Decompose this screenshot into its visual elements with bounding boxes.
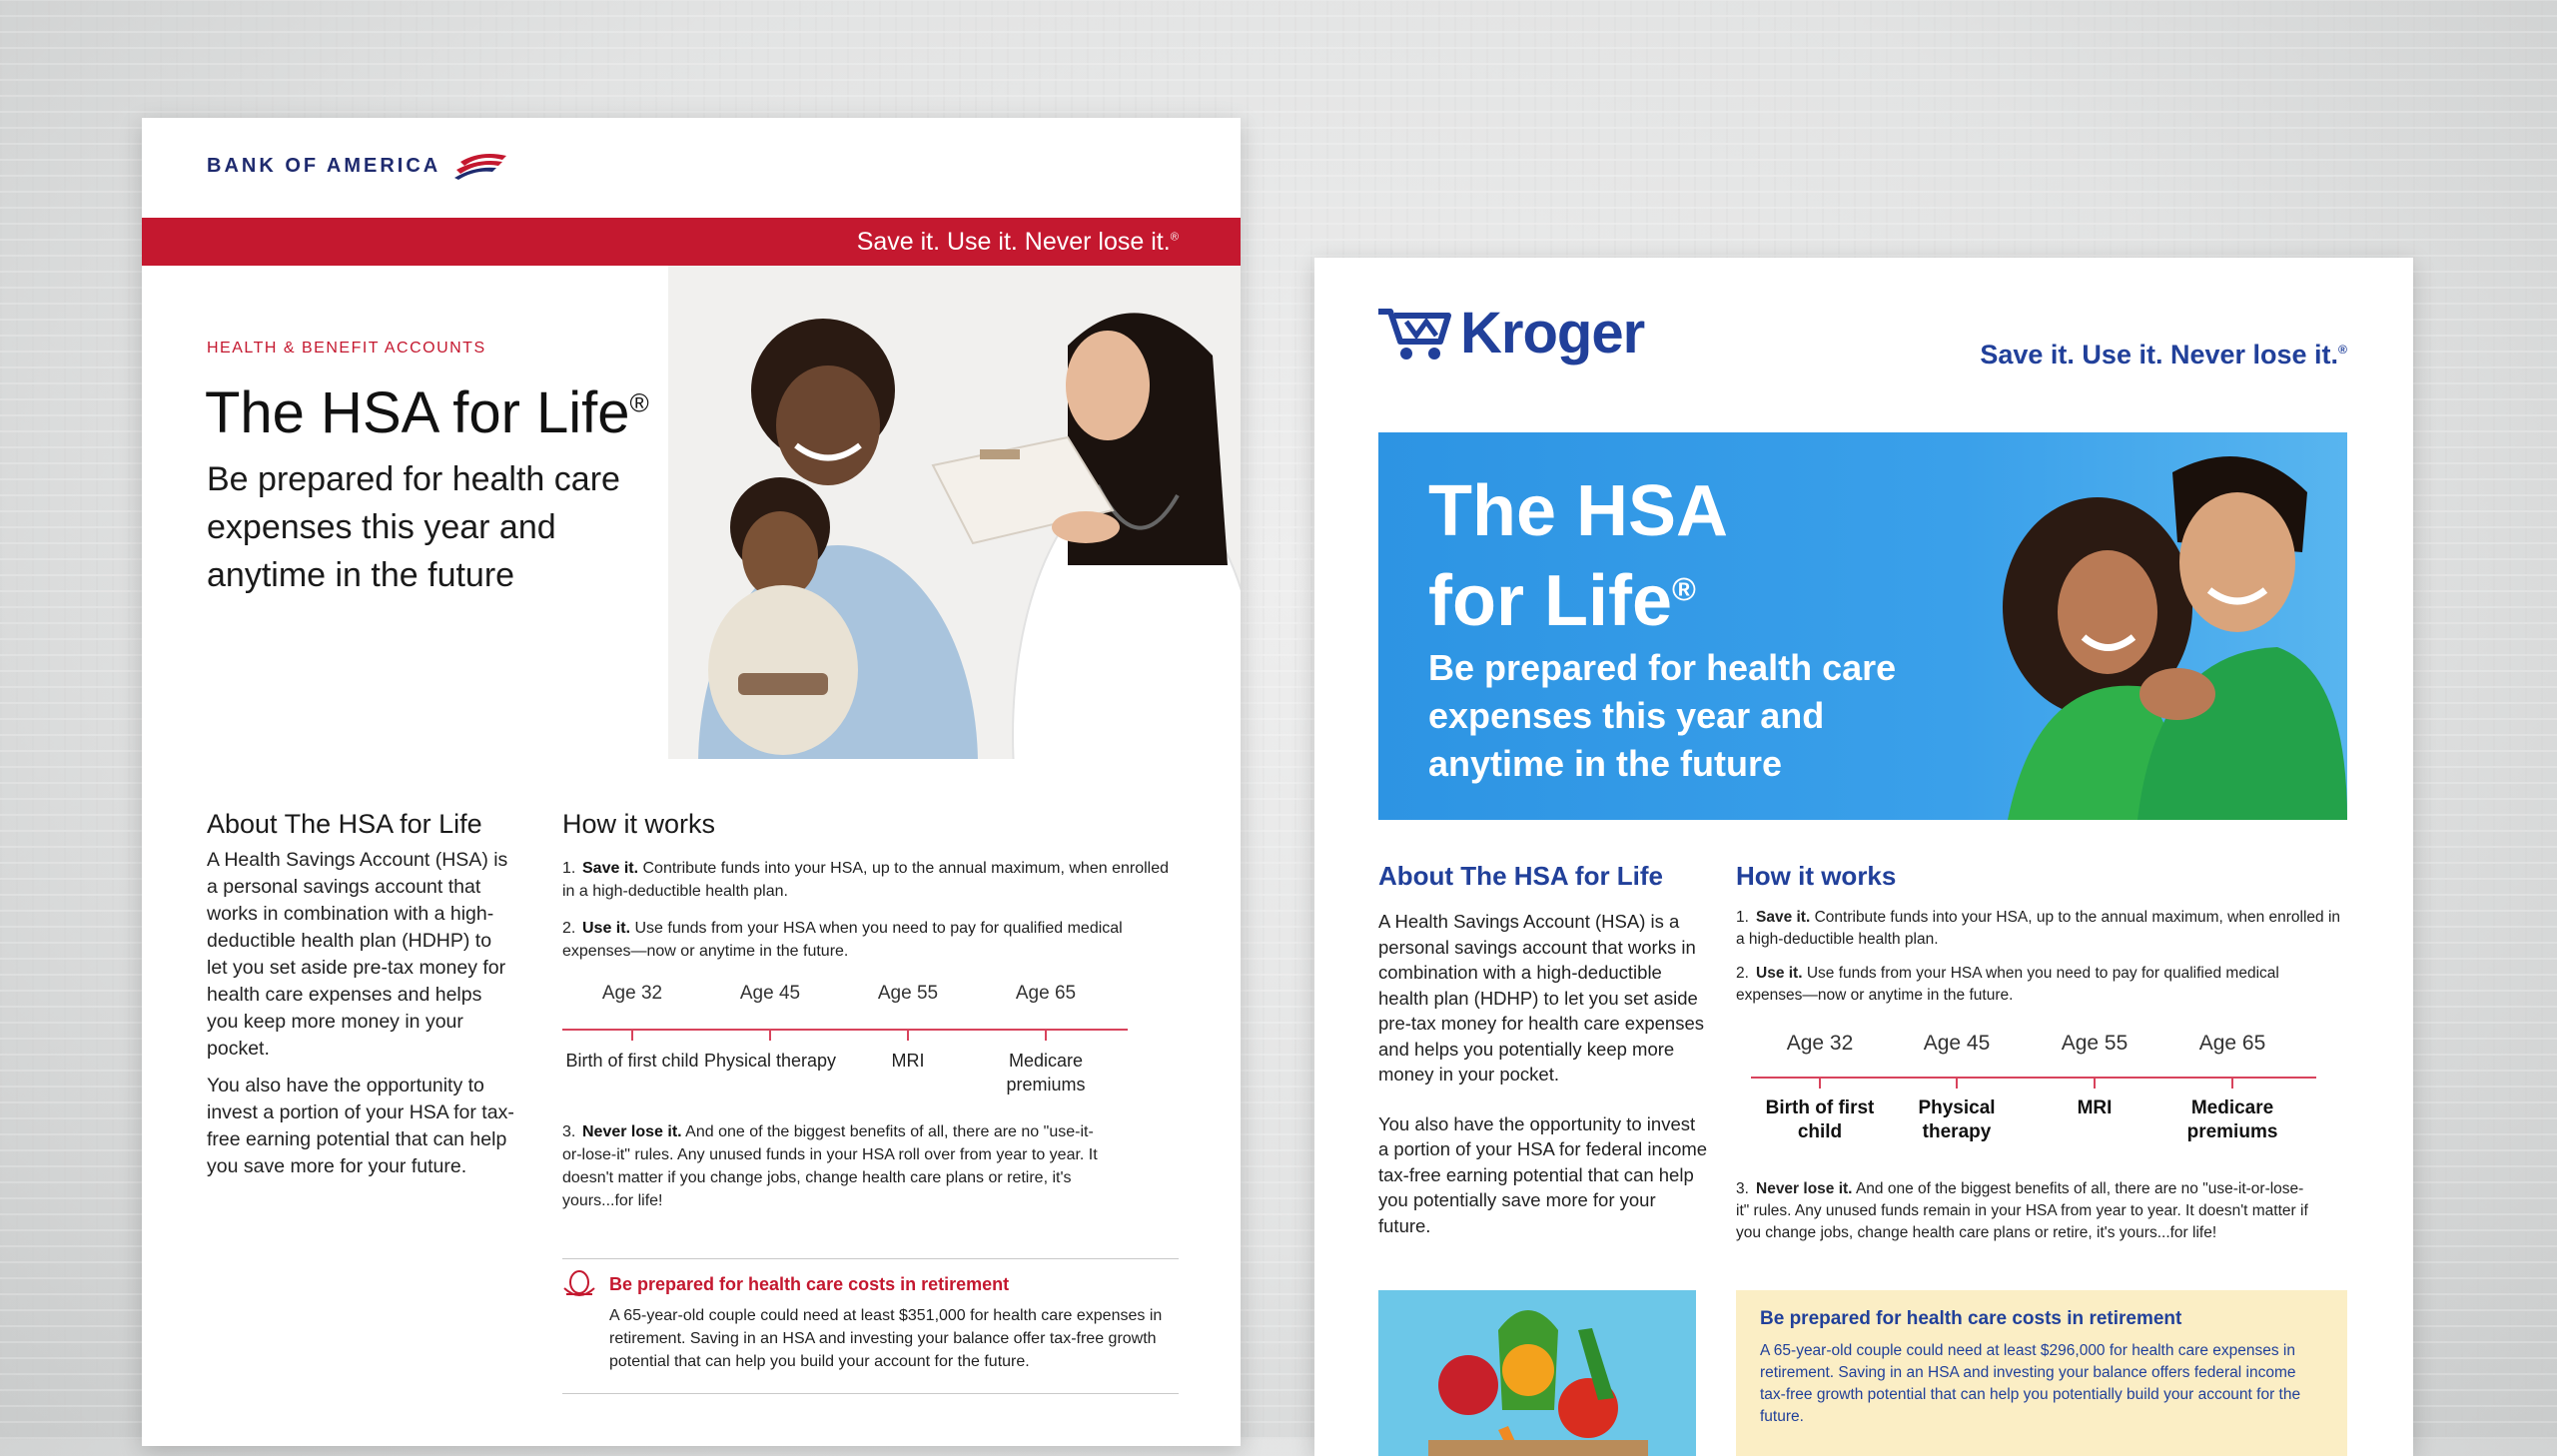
step-1: 1. Save it. Contribute funds into your HSA, up to the annual maximum, when enrolled in a high-deductible health plan. — [1736, 909, 2341, 948]
smiling-couple-photo — [1948, 432, 2347, 820]
step-3: 3. Never lose it. And one of the biggest benefits of all, there are no "use-it-or-lose-it" rules. Any unused funds remain in your HSA from year to year. It doesn't matter if you change jobs, change health care plans or retire, it's yours...for life! — [1736, 1180, 2308, 1241]
about-heading: About The HSA for Life — [207, 809, 482, 839]
timeline-event: Physical therapy — [1918, 1097, 1996, 1142]
about-paragraph: A Health Savings Account (HSA) is a personal savings account that works in combination with a high-deductible health plan (HDHP) to let you set aside pre-tax money for health care expenses and helps you keep more money in your pocket. — [207, 849, 508, 1060]
boa-logo-text: BANK OF AMERICA — [207, 154, 441, 177]
timeline-tick — [1045, 1029, 1047, 1041]
step-3: 3. Never lose it. And one of the biggest benefits of all, there are no "use-it-or-lose-it" rules. Any unused funds in your HSA roll over from year to year. It doesn't matter if you change jobs, change health care plans or retire, it's yours...for life! — [562, 1123, 1098, 1209]
timeline-tick — [907, 1029, 909, 1041]
kroger-logo-text: Kroger — [1460, 300, 1645, 365]
tagline-band — [142, 218, 1241, 266]
callout-title: Be prepared for health care costs in retirement — [1760, 1308, 2182, 1329]
callout-title: Be prepared for health care costs in retirement — [609, 1274, 1010, 1294]
timeline-age: Age 45 — [739, 983, 801, 1004]
callout-bottom-rule — [562, 1393, 1179, 1394]
nest-egg-icon — [561, 1268, 597, 1304]
timeline-age: Age 45 — [1923, 1032, 1991, 1055]
about-section — [207, 847, 516, 1190]
timeline-tick — [2094, 1077, 2096, 1089]
timeline-age: Age 65 — [1015, 983, 1077, 1004]
how-heading: How it works — [1736, 861, 1897, 891]
page-subtitle: Be prepared for health care expenses this year and anytime in the future — [207, 460, 620, 594]
timeline-event: Birth of first child — [1765, 1097, 1875, 1142]
timeline-tick — [631, 1029, 633, 1041]
about-paragraph: You also have the opportunity to invest a portion of your HSA for tax-free earning potential that can help you save more for your future. — [207, 1075, 514, 1177]
timeline-line — [562, 1029, 1128, 1031]
timeline-event: MRI — [2077, 1097, 2113, 1118]
timeline-event: Physical therapy — [703, 1051, 837, 1071]
boa-logo — [207, 152, 508, 180]
hero-subtitle: Be prepared for health care expenses this year and anytime in the future — [1428, 647, 1897, 784]
step-2: 2. Use it. Use funds from your HSA when you need to pay for qualified medical expenses—now or anytime in the future. — [562, 920, 1123, 960]
page-title: The HSA for Life® — [205, 380, 649, 445]
about-paragraph: A Health Savings Account (HSA) is a personal savings account that works in combination with a high-deductible health plan (HDHP) to let you set aside pre-tax money for health care expenses and helps you potentially keep more money in your pocket. — [1378, 911, 1704, 1085]
step-2: 2. Use it. Use funds from your HSA when you need to pay for qualified medical expenses—now or anytime in the future. — [1736, 965, 2279, 1004]
timeline-event: Birth of first child — [565, 1051, 699, 1071]
timeline-tick — [2231, 1077, 2233, 1089]
boa-tagline: Save it. Use it. Never lose it.® — [856, 228, 1179, 256]
timeline-event: Medicare premiums — [2186, 1097, 2278, 1142]
callout-body: A 65-year-old couple could need at least $351,000 for health care expenses in retirement. Saving in an HSA and investing your balance offer tax-free growth potential that can help you build your account for the future. — [609, 1307, 1163, 1370]
timeline-event: MRI — [891, 1051, 925, 1071]
timeline-age: Age 65 — [2198, 1032, 2266, 1055]
hero-banner — [1378, 432, 2347, 820]
timeline-tick — [1819, 1077, 1821, 1089]
timeline-age: Age 55 — [2061, 1032, 2129, 1055]
retirement-callout — [1736, 1290, 2347, 1456]
timeline-tick — [1956, 1077, 1958, 1089]
produce-bag-photo — [1378, 1290, 1696, 1456]
shopping-cart-icon — [1374, 298, 1454, 367]
kroger-tagline: Save it. Use it. Never lose it.® — [1980, 340, 2347, 369]
callout-body: A 65-year-old couple could need at least $296,000 for health care expenses in retirement. Saving in an HSA and investing your balance offers federal income tax-free growth potential that can help you potentially build your account for the future. — [1760, 1342, 2301, 1425]
timeline-age: Age 32 — [1786, 1032, 1854, 1055]
step-1: 1. Save it. Contribute funds into your HSA, up to the annual maximum, when enrolled in a high-deductible health plan. — [562, 860, 1169, 900]
about-heading: About The HSA for Life — [1378, 861, 1664, 891]
timeline-tick — [769, 1029, 771, 1041]
eyebrow-label: HEALTH & BENEFIT ACCOUNTS — [207, 340, 486, 357]
timeline-event: Medicare premiums — [1006, 1051, 1086, 1094]
how-heading: How it works — [562, 809, 716, 839]
kroger-logo — [1374, 298, 1644, 367]
hero-title: The HSA for Life® — [1428, 471, 1729, 641]
mother-child-doctor-photo — [668, 266, 1241, 759]
timeline-age: Age 32 — [601, 983, 663, 1004]
callout-top-rule — [562, 1258, 1179, 1259]
kroger-flyer — [1314, 258, 2413, 1456]
timeline-age: Age 55 — [877, 983, 939, 1004]
about-section — [1378, 909, 1708, 1262]
about-paragraph: You also have the opportunity to invest a portion of your HSA for federal income tax-free earning potential that can help you potentially save more for your future. — [1378, 1112, 1708, 1236]
boa-flyer — [142, 118, 1241, 1446]
boa-flag-icon — [452, 152, 508, 180]
